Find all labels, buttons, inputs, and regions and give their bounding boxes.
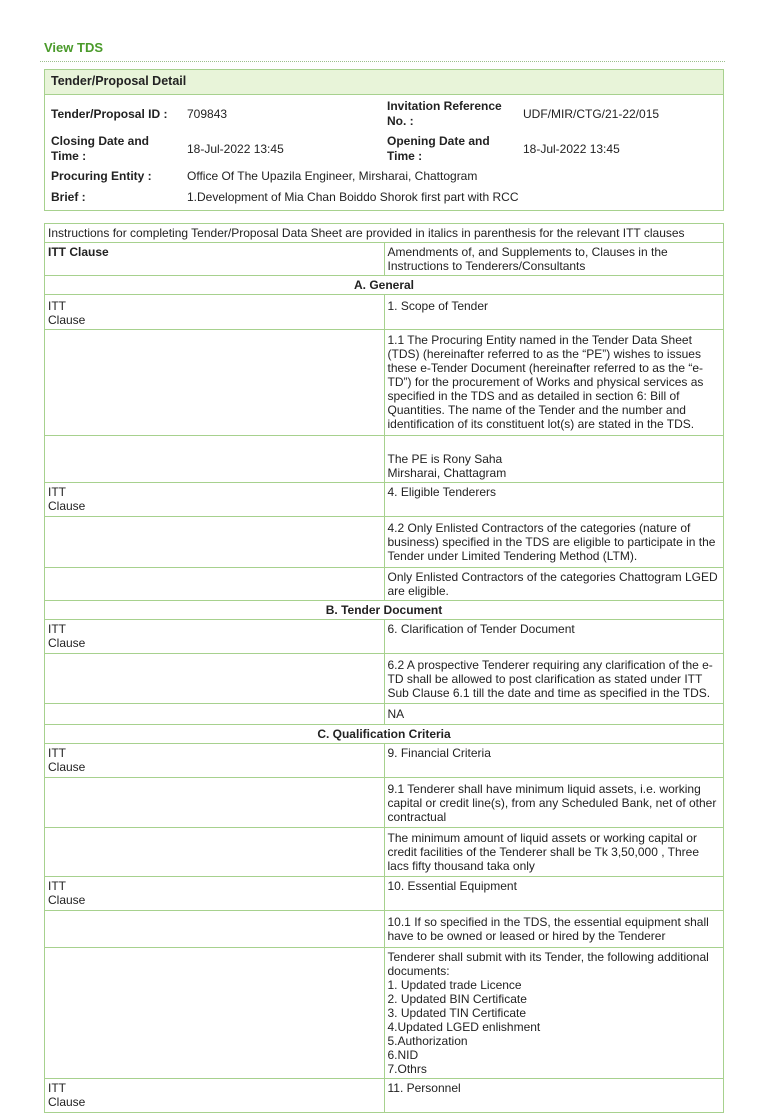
entity-value: Office Of The Upazila Engineer, Mirsharai, Chattogram [187,169,478,183]
clause-row [45,744,724,778]
equipment-value: Tenderer shall submit with its Tender, the following additional documents: 1. Updated trade Licence 2. Updated BIN Certificate 3. Updated TIN Certificate 4.Updated LGED enlishment 5.Authorization 6.NID 7.Othrs [384,948,724,1079]
itt-clause-cell [45,483,385,517]
invitation-value: UDF/MIR/CTG/21-22/015 [523,107,660,121]
itt-clause-header: ITT Clause [45,243,385,276]
clause-label: Clause [48,893,86,907]
tender-detail-header: Tender/Proposal Detail [45,70,723,95]
section-row [45,601,724,620]
section-b-heading: B. Tender Document [45,601,724,620]
clause-label: Clause [48,499,86,513]
clause-row [45,620,724,654]
clause-label: Clause [48,760,86,774]
clause-row [45,295,724,330]
itt-label: ITT [48,485,66,499]
section-row [45,725,724,744]
financial-text: 9.1 Tenderer shall have minimum liquid assets, i.e. working capital or credit line(s), from any Scheduled Bank, net of other contractual [384,778,724,828]
financial-value: The minimum amount of liquid assets or working capital or credit facilities of the Tenderer shall be Tk 3,50,000 , Three lacs fifty thousand taka only [384,828,724,877]
clause-text-row [45,911,724,948]
pe-line-1: The PE is Rony Saha [387,452,503,466]
opening-label: Opening Date and Time : [387,134,490,163]
view-tds-title: View TDS [44,40,104,55]
divider [40,61,725,62]
tender-id-value: 709843 [187,107,228,121]
clause-label: Clause [48,1095,86,1109]
itt-label: ITT [48,1081,66,1095]
itt-label: ITT [48,879,66,893]
itt-clause-cell [45,620,385,654]
itt-label: ITT [48,746,66,760]
clause-text-row [45,330,724,436]
invitation-label: Invitation Reference No. : [387,99,502,128]
amendments-header: Amendments of, and Supplements to, Clauses in the Instructions to Tenderers/Consultants [384,243,724,276]
eligible-title: 4. Eligible Tenderers [384,483,724,517]
clarification-text: 6.2 A prospective Tenderer requiring any clarification of the e-TD shall be allowed to post clarification as stated under ITT Sub Clause 6.1 till the date and time as specified in the TDS. [384,654,724,704]
closing-value: 18-Jul-2022 13:45 [187,142,284,156]
clause-row [45,1079,724,1113]
itt-label: ITT [48,622,66,636]
instructions-row [45,224,724,243]
clause-value-row [45,828,724,877]
clause-text-row [45,778,724,828]
opening-value: 18-Jul-2022 13:45 [523,142,620,156]
table-header-row [45,243,724,276]
clarification-value: NA [384,704,724,725]
pe-line-2: Mirsharai, Chattagram [387,466,507,480]
equipment-text: 10.1 If so specified in the TDS, the essential equipment shall have to be owned or leased or hired by the Tenderer [384,911,724,948]
brief-label: Brief : [51,190,86,204]
itt-clause-cell [45,1079,385,1113]
clause-value-row [45,436,724,483]
clause-label: Clause [48,313,86,327]
itt-clause-cell [45,877,385,911]
clause-text-row [45,654,724,704]
clause-value-row [45,568,724,601]
tender-id-label: Tender/Proposal ID : [51,107,168,121]
eligible-value: Only Enlisted Contractors of the categories Chattogram LGED are eligible. [384,568,724,601]
section-row [45,276,724,295]
financial-title: 9. Financial Criteria [384,744,724,778]
clause-row [45,483,724,517]
instructions-text: Instructions for completing Tender/Proposal Data Sheet are provided in italics in parenthesis for the relevant ITT clauses [45,224,724,243]
scope-text: 1.1 The Procuring Entity named in the Tender Data Sheet (TDS) (hereinafter referred to as the “PE”) wishes to issues these e-Tender Document (hereinafter referred to as the “e-TD”) for the procurement of Works and physical services as specified in the TDS and as detailed in section 6: Bill of Quantities. The name of the Tender and the number and identification of its constituent lot(s) are stated in the TDS. [384,330,724,436]
equipment-title: 10. Essential Equipment [384,877,724,911]
closing-label: Closing Date and Time : [51,134,150,163]
tender-detail-panel [44,69,724,211]
clause-label: Clause [48,636,86,650]
itt-clause-cell [45,295,385,330]
clarification-title: 6. Clarification of Tender Document [384,620,724,654]
clause-value-row [45,948,724,1079]
clause-value-row [45,704,724,725]
personnel-title: 11. Personnel [384,1079,724,1113]
pe-value [384,436,724,483]
section-c-heading: C. Qualification Criteria [45,725,724,744]
eligible-text: 4.2 Only Enlisted Contractors of the categories (nature of business) specified in the TDS are eligible to participate in the Tender under Limited Tendering Method (LTM). [384,517,724,568]
section-a-heading: A. General [45,276,724,295]
brief-value: 1.Development of Mia Chan Boiddo Shorok first part with RCC [187,190,519,204]
clause-row [45,877,724,911]
scope-title: 1. Scope of Tender [384,295,724,330]
clause-text-row [45,517,724,568]
itt-label: ITT [48,299,66,313]
entity-label: Procuring Entity : [51,169,152,183]
itt-clause-cell [45,744,385,778]
tds-table [44,223,724,1113]
